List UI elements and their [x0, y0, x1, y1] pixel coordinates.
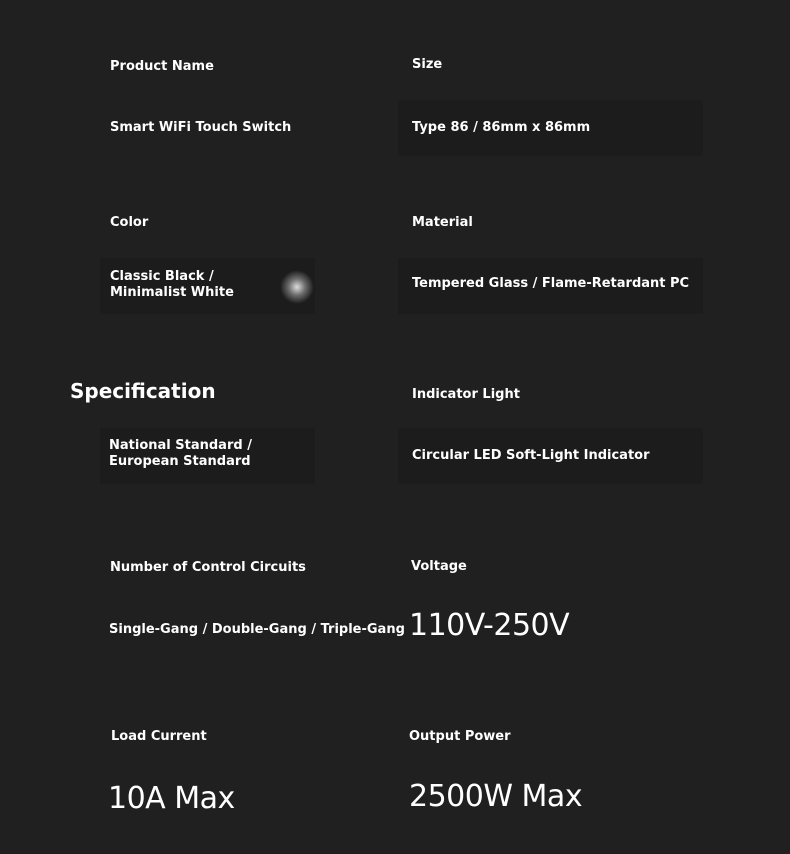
- voltage-value: 110V-250V: [409, 608, 570, 643]
- product-name-value: Smart WiFi Touch Switch: [110, 120, 292, 135]
- material-value: Tempered Glass / Flame-Retardant PC: [412, 276, 690, 291]
- specification-heading: Specification: [70, 379, 216, 403]
- size-label: Size: [412, 57, 443, 72]
- color-value: Classic Black / Minimalist White: [110, 269, 234, 300]
- product-name-label: Product Name: [110, 59, 214, 74]
- voltage-label: Voltage: [411, 559, 467, 574]
- indicator-light-label: Indicator Light: [412, 387, 520, 402]
- indicator-light-value: Circular LED Soft-Light Indicator: [412, 448, 650, 463]
- output-power-label: Output Power: [409, 729, 511, 744]
- control-circuits-value: Single-Gang / Double-Gang / Triple-Gang: [109, 622, 405, 637]
- load-current-value: 10A Max: [108, 781, 235, 816]
- standard-value: National Standard / European Standard: [109, 438, 252, 469]
- control-circuits-label: Number of Control Circuits: [110, 560, 306, 575]
- size-value: Type 86 / 86mm x 86mm: [412, 120, 591, 135]
- output-power-value: 2500W Max: [409, 779, 583, 814]
- material-label: Material: [412, 215, 473, 230]
- load-current-label: Load Current: [111, 729, 207, 744]
- color-label: Color: [110, 215, 149, 230]
